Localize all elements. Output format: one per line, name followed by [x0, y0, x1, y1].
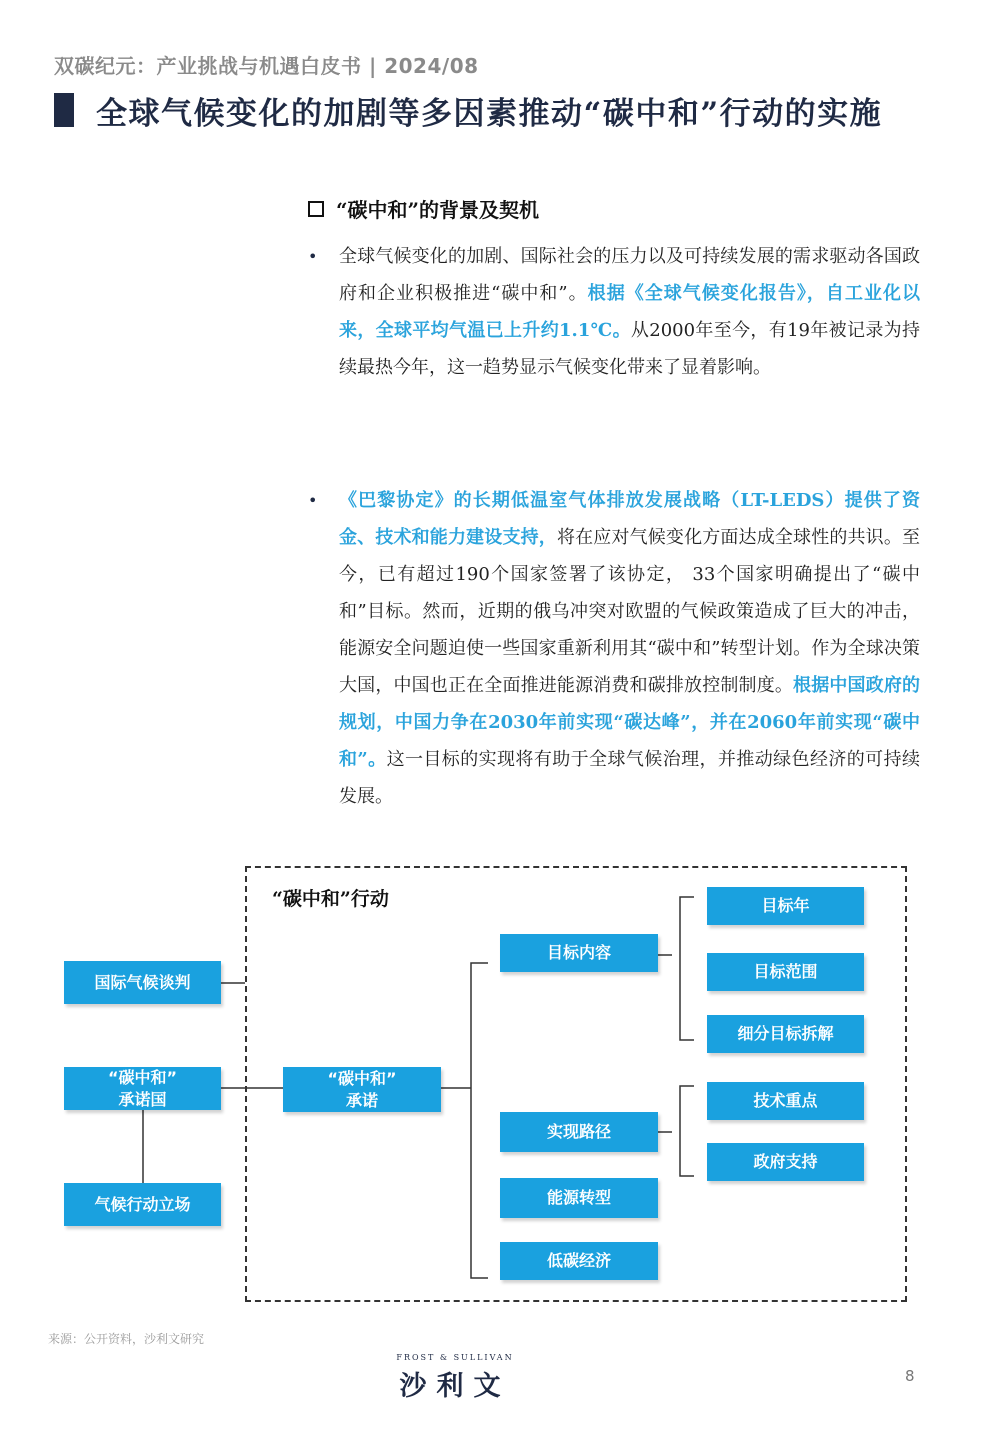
node-climate-negotiation: 国际气候谈判 — [64, 961, 221, 1004]
node-target-year: 目标年 — [707, 887, 864, 925]
node-tech-focus: 技术重点 — [707, 1082, 864, 1120]
highlight-segment: 根据《全球气候变化报告》，自工业化以来，全球平均气温已上升约1.1℃。 — [339, 283, 920, 341]
connector-bracket — [658, 897, 694, 1040]
highlight-segment: 根据中国政府的规划，中国力争在2030年前实现“碳达峰”，并在2060年前实现“碳中和”。 — [339, 675, 920, 770]
page-number: 8 — [905, 1367, 915, 1385]
node-target-content: 目标内容 — [500, 934, 658, 972]
connector-bracket — [658, 1086, 694, 1176]
diagram-title: “碳中和”行动 — [272, 888, 389, 910]
source-note: 来源：公开资料，沙利文研究 — [48, 1332, 205, 1346]
bullet-dot-icon: • — [308, 247, 318, 266]
highlight-segment: 《巴黎协定》的长期低温室气体排放发展战略（LT-LEDS）提供了资金、技术和能力建设支持， — [339, 490, 920, 548]
bullet-dot-icon: • — [308, 491, 318, 510]
text-segment: 从2000年至今，有19年被记录为持续最热今年，这一趋势显示气候变化带来了显着影响。 — [339, 320, 920, 378]
node-committed-countries: “碳中和” 承诺国 — [64, 1067, 221, 1110]
text-segment: 全球气候变化的加剧、国际社会的压力以及可持续发展的需求驱动各国政府和企业积极推进“碳中和”。 — [339, 246, 920, 304]
logo-chinese: 沙利文 — [399, 1371, 511, 1402]
node-target-breakdown: 细分目标拆解 — [707, 1015, 864, 1053]
node-climate-stance: 气候行动立场 — [64, 1183, 221, 1226]
node-low-carbon-economy: 低碳经济 — [500, 1242, 658, 1280]
logo-english: FROST & SULLIVAN — [396, 1353, 514, 1362]
text-segment: 这一目标的实现将有助于全球气候治理，并推动绿色经济的可持续发展。 — [339, 749, 920, 807]
running-head: 双碳纪元：产业挑战与机遇白皮书 | 2024/08 — [54, 54, 479, 78]
page-title: 全球气候变化的加剧等多因素推动“碳中和”行动的实施 — [96, 96, 883, 132]
text-segment: 将在应对气候变化方面达成全球性的共识。至今，已有超过190个国家签署了该协定， 33个国家明确提出了“碳中和”目标。然而，近期的俄乌冲突对欧盟的气候政策造成了巨大的冲击，能源安全问题迫使一些国家重新利用其“碳中和”转型计划。作为全球决策大国，中国也正在全面推进能源消费和碳排放控制制度。 — [339, 527, 920, 696]
connector-bracket — [441, 963, 488, 1278]
node-energy-transition: 能源转型 — [500, 1178, 658, 1218]
node-implementation-path: 实现路径 — [500, 1112, 658, 1152]
node-target-scope: 目标范围 — [707, 953, 864, 991]
frost-sullivan-logo — [385, 1353, 525, 1403]
node-gov-support: 政府支持 — [707, 1143, 864, 1181]
section-heading-text: “碳中和”的背景及契机 — [336, 198, 540, 222]
node-commitment: “碳中和” 承诺 — [283, 1067, 441, 1112]
